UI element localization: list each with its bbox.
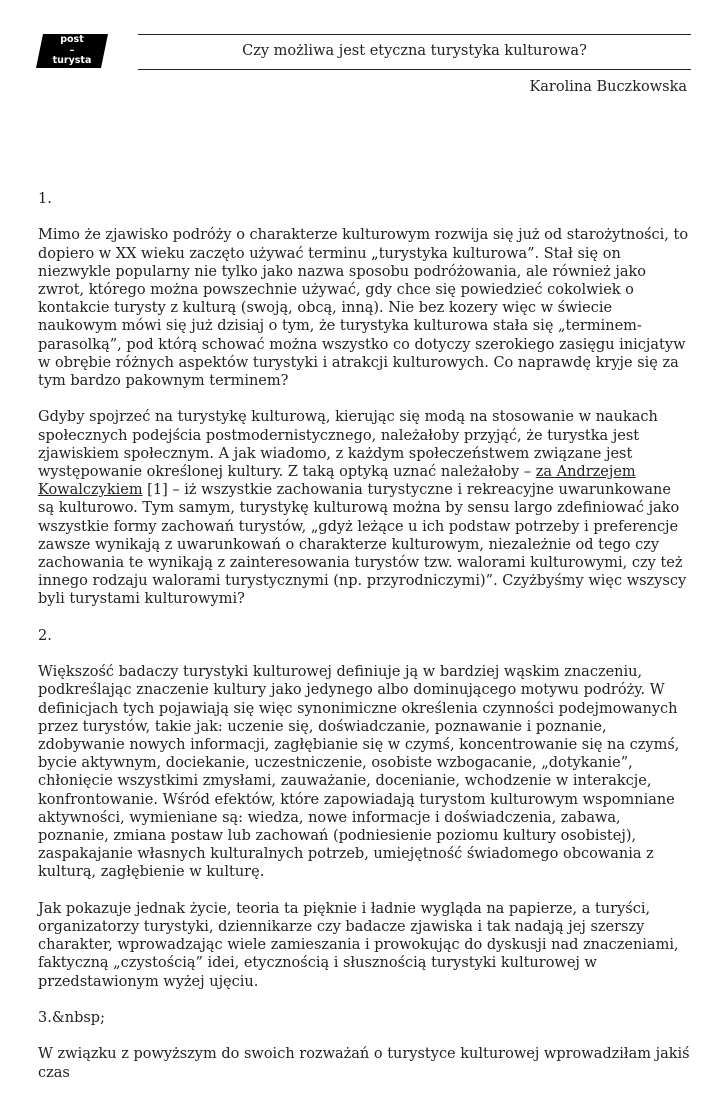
logo-line-dash: –	[69, 44, 75, 56]
kowalczyk-link[interactable]: za Andrzejem Kowalczykiem	[38, 464, 636, 499]
article-body	[38, 190, 690, 1100]
section-2-heading: 2.	[38, 627, 52, 644]
header-rule-bottom	[138, 69, 691, 70]
section-2-paragraph-1: Większość badaczy turystyki kulturowej definiuje ją w bardziej wąskim znaczeniu, podkreślając znaczenie kultury jako jedynego albo dominującego motywu podróży. W definicjach tych pojawiają się więc synonimiczne określenia czynności podejmowanych przez turystów, takie jak: uczenie się, doświadczanie, poznawanie i poznanie, zdobywanie nowych informacji, zagłębianie się w czymś, koncentrowanie się na czymś, bycie aktywnym, dociekanie, uczestniczenie, osobiste wzbogacanie, „dotykanie”, chłonięcie wszystkimi zmysłami, zauważanie, docenianie, wchodzenie w interakcje, konfrontowanie. Wśród efektów, które zapowiadają turystom kulturowym wspomniane aktywności, wymieniane są: wiedza, nowe informacje i doświadczenia, zabawa, poznanie, zmiana postaw lub zachowań (podniesienie poziomu kultury osobistej), zaspakajanie własnych kulturalnych potrzeb, umiejętność świadomego obcowania z kulturą, zagłębienie w kulturę.	[38, 664, 680, 881]
section-1-paragraph-2	[38, 408, 690, 608]
section-2-paragraph-2: Jak pokazuje jednak życie, teoria ta pięknie i ładnie wygląda na papierze, a turyści, organizatorzy turystyki, dziennikarze czy badacze zjawiska i tak nadają jej szerszy charakter, wprowadzając wiele zamieszania i prowokując do dyskusji nad znaczeniami, faktyczną „czystością” idei, etycznością i słusznością turystyki kulturowej w przedstawionym wyżej ujęciu.	[38, 900, 679, 990]
section-1-paragraph-1: Mimo że zjawisko podróży o charakterze kulturowym rozwija się już od starożytności, to dopiero w XX wieku zaczęto używać terminu „turystyka kulturowa”. Stał się on niezwykle popularny nie tylko jako nazwa sposobu podróżowania, ale również jako zwrot, którego można powszechnie używać, gdy chce się powiedzieć cokolwiek o kontakcie turysty z kulturą (swoją, obcą, inną). Nie bez kozery więc w świecie naukowym mówi się już dzisiaj o tym, że turystyka kulturowa stała się „terminem-parasolką”, pod którą schować można wszystko co dotyczy szerokiego zasięgu inicjatyw w obrębie różnych aspektów turystyki i atrakcji kulturowych. Co naprawdę kryje się za tym bardzo pakownym terminem?	[38, 227, 689, 390]
header-rule-top	[138, 34, 691, 35]
section-1-heading: 1.	[38, 191, 52, 207]
site-logo[interactable]	[36, 34, 108, 68]
section-3-paragraph-1: W związku z powyższym do swoich rozważań o turystyce kulturowej wprowadziłam jakiś czas	[38, 1046, 690, 1081]
page-title: Czy możliwa jest etyczna turystyka kulturowa?	[242, 43, 587, 59]
section-3-heading: 3.&nbsp;	[38, 1010, 105, 1027]
logo-text	[36, 35, 108, 67]
logo-line-post: post	[60, 34, 84, 45]
paragraph-text-after-link: [1] – iż wszystkie zachowania turystyczne i rekreacyjne uwarunkowane są kulturowo. Tym samym, turystykę kulturową można by sensu largo zdefiniować jako wszystkie formy zachowań turystów, „gdyż leżące u ich podstaw potrzeby i preferencje zawsze wynikają z uwarunkowań o charakterze kulturowym, niezależnie od tego czy zachowania te wynikają z zainteresowania turystów tzw. walorami kulturowymi, czy też innego rodzaju walorami turystycznymi (np. przyrodniczymi)”. Czyżbyśmy więc wszyscy byli turystami kulturowymi?	[38, 482, 687, 608]
author-name: Karolina Buczkowska	[529, 79, 687, 95]
logo-line-turysta: turysta	[52, 55, 92, 66]
paragraph-text-before-link: Gdyby spojrzeć na turystykę kulturową, kierując się modą na stosowanie w naukach społecznych podejścia postmodernistycznego, należałoby przyjąć, że turystka jest zjawiskiem społecznym. A jak wiadomo, z każdym społeczeństwem związane jest występowanie określonej kultury. Z taką optyką uznać należałoby –	[38, 409, 658, 481]
